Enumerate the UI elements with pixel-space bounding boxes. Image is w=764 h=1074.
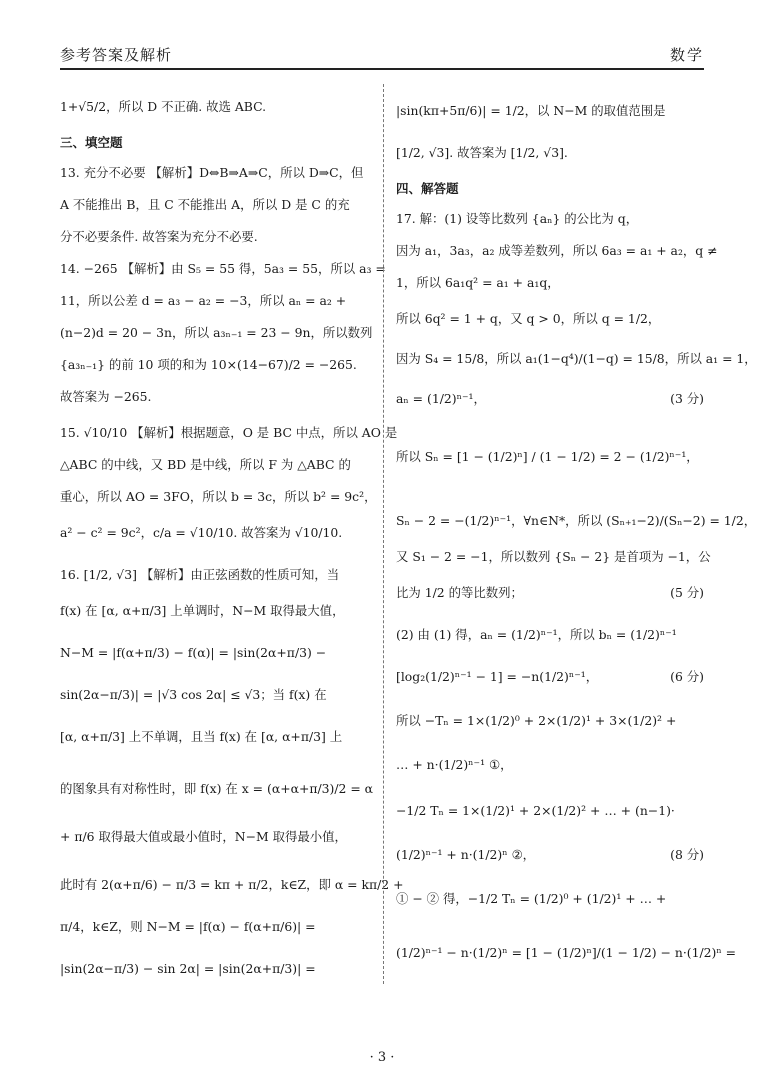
text-line: Sₙ − 2 = −(1/2)ⁿ⁻¹，∀n∈N*，所以 (Sₙ₊₁−2)/(Sₙ−2) = 1/2， bbox=[396, 513, 757, 528]
text-line: 所以 6q² = 1 + q，又 q > 0，所以 q = 1/2， bbox=[396, 311, 661, 326]
text-line: (6 分) bbox=[670, 669, 704, 684]
text-line: A 不能推出 B，且 C 不能推出 A，所以 D 是 C 的充 bbox=[60, 197, 350, 212]
text-line: [α, α+π/3] 上不单调，且当 f(x) 在 [α, α+π/3] 上 bbox=[60, 729, 343, 744]
header-subject: 数学 bbox=[669, 46, 704, 64]
text-line: 又 S₁ − 2 = −1，所以数列 {Sₙ − 2} 是首项为 −1，公 bbox=[396, 549, 711, 564]
text-line: a² − c² = 9c²，c/a = √10/10. 故答案为 √10/10. bbox=[60, 525, 343, 540]
text-line: 四、解答题 bbox=[396, 181, 459, 196]
text-line: sin(2α−π/3)| = |√3 cos 2α| ≤ √3；当 f(x) 在 bbox=[60, 687, 327, 702]
text-line: 因为 a₁，3a₃，a₂ 成等差数列，所以 6a₃ = a₁ + a₂，q ≠ bbox=[396, 243, 718, 258]
text-line: (1/2)ⁿ⁻¹ − n·(1/2)ⁿ = [1 − (1/2)ⁿ]/(1 − 1/2) − n·(1/2)ⁿ = bbox=[396, 945, 737, 960]
text-line: 此时有 2(α+π/6) − π/3 = kπ + π/2，k∈Z，即 α = kπ/2 + bbox=[60, 877, 404, 892]
text-line: |sin(2α−π/3) − sin 2α| = |sin(2α+π/3)| = bbox=[60, 961, 316, 976]
text-line: 1+√5/2，所以 D 不正确. 故选 ABC. bbox=[60, 99, 267, 114]
text-line: 分不必要条件. 故答案为充分不必要. bbox=[60, 229, 258, 244]
text-line: |sin(kπ+5π/6)| = 1/2，以 N−M 的取值范围是 bbox=[396, 103, 666, 118]
text-line: (2) 由 (1) 得，aₙ = (1/2)ⁿ⁻¹，所以 bₙ = (1/2)ⁿ⁻¹ bbox=[396, 627, 677, 642]
text-line: 因为 S₄ = 15/8，所以 a₁(1−q⁴)/(1−q) = 15/8，所以 a₁ = 1， bbox=[396, 351, 757, 366]
text-line: π/4，k∈Z，则 N−M = |f(α) − f(α+π/6)| = bbox=[60, 919, 316, 934]
text-line: 11，所以公差 d = a₃ − a₂ = −3，所以 aₙ = a₂ + bbox=[60, 293, 347, 308]
text-line: 的图象具有对称性时，即 f(x) 在 x = (α+α+π/3)/2 = α bbox=[60, 781, 374, 796]
text-line: (3 分) bbox=[670, 391, 704, 406]
text-line: (5 分) bbox=[670, 585, 704, 600]
text-line: 13. 充分不必要 【解析】D⇔B⇒A⇒C，所以 D⇒C，但 bbox=[60, 165, 364, 180]
text-line: △ABC 的中线，又 BD 是中线，所以 F 为 △ABC 的 bbox=[60, 457, 351, 472]
header-title: 参考答案及解析 bbox=[60, 46, 173, 64]
text-line: (8 分) bbox=[670, 847, 704, 862]
text-line: 所以 Sₙ = [1 − (1/2)ⁿ] / (1 − 1/2) = 2 − (1/2)ⁿ⁻¹， bbox=[396, 449, 699, 464]
text-line: 16. [1/2, √3] 【解析】由正弦函数的性质可知，当 bbox=[60, 567, 340, 582]
text-line: 故答案为 −265. bbox=[60, 389, 152, 404]
text-line: [log₂(1/2)ⁿ⁻¹ − 1] = −n(1/2)ⁿ⁻¹， bbox=[396, 669, 599, 684]
text-line: 17. 解：(1) 设等比数列 {aₙ} 的公比为 q， bbox=[396, 211, 639, 226]
text-line: (1/2)ⁿ⁻¹ + n·(1/2)ⁿ ②， bbox=[396, 847, 536, 862]
text-line: [1/2, √3]. 故答案为 [1/2, √3]. bbox=[396, 145, 568, 160]
text-line: −1/2 Tₙ = 1×(1/2)¹ + 2×(1/2)² + … + (n−1)· bbox=[396, 803, 675, 818]
text-line: … + n·(1/2)ⁿ⁻¹ ①， bbox=[396, 757, 513, 772]
text-line: f(x) 在 [α, α+π/3] 上单调时，N−M 取得最大值， bbox=[60, 603, 345, 618]
text-line: 15. √10/10 【解析】根据题意，O 是 BC 中点，所以 AO 是 bbox=[60, 425, 398, 440]
column-divider bbox=[383, 84, 384, 984]
text-line: 三、填空题 bbox=[60, 135, 123, 150]
text-line: 比为 1/2 的等比数列； bbox=[396, 585, 523, 600]
text-line: N−M = |f(α+π/3) − f(α)| = |sin(2α+π/3) − bbox=[60, 645, 327, 660]
header-rule bbox=[60, 68, 704, 70]
text-line: 1，所以 6a₁q² = a₁ + a₁q， bbox=[396, 275, 560, 290]
text-line: 重心，所以 AO = 3FO，所以 b = 3c，所以 b² = 9c²， bbox=[60, 489, 377, 504]
text-line: 所以 −Tₙ = 1×(1/2)⁰ + 2×(1/2)¹ + 3×(1/2)² + bbox=[396, 713, 677, 728]
text-line: aₙ = (1/2)ⁿ⁻¹， bbox=[396, 391, 486, 406]
text-line: {a₃ₙ₋₁} 的前 10 项的和为 10×(14−67)/2 = −265. bbox=[60, 357, 357, 372]
text-line: (n−2)d = 20 − 3n，所以 a₃ₙ₋₁ = 23 − 9n，所以数列 bbox=[60, 325, 373, 340]
page-number: · 3 · bbox=[369, 1050, 395, 1065]
text-line: ① − ② 得，−1/2 Tₙ = (1/2)⁰ + (1/2)¹ + … + bbox=[396, 891, 667, 906]
text-line: 14. −265 【解析】由 S₅ = 55 得，5a₃ = 55，所以 a₃ = bbox=[60, 261, 386, 276]
text-line: + π/6 取得最大值或最小值时，N−M 取得最小值， bbox=[60, 829, 347, 844]
